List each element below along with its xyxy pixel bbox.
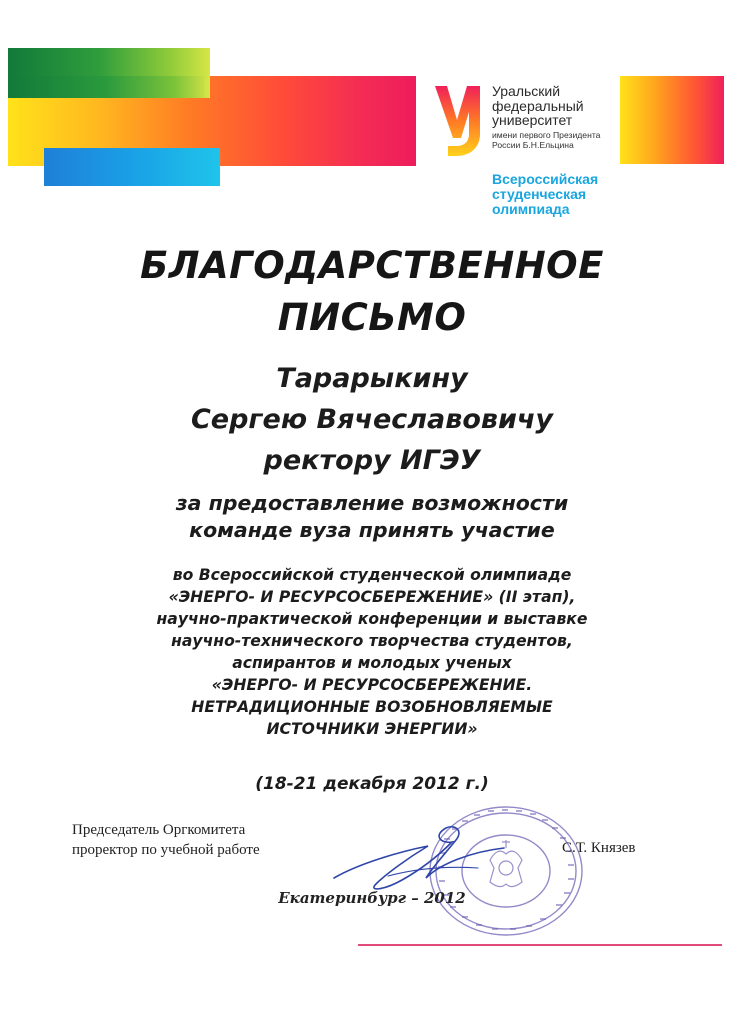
university-name (492, 84, 616, 128)
university-subtitle-line: имени первого Президента (492, 129, 601, 140)
olympiad-name (492, 172, 598, 217)
decor-band-right (620, 76, 724, 164)
signer-role-line: проректор по учебной работе (72, 842, 260, 858)
detail-line: во Всероссийской студенческой олимпиаде (172, 566, 572, 584)
event-dates: (18-21 декабря 2012 г.) (255, 774, 489, 794)
document-title (0, 240, 744, 344)
signer-role-line: Председатель Оргкомитета (72, 822, 246, 838)
footer-rule (358, 944, 722, 946)
university-subtitle-line: России Б.Н.Ельцина (492, 139, 574, 150)
decor-band-green-overlap (8, 76, 204, 98)
gratitude-reason (0, 490, 744, 544)
detail-line: «ЭНЕРГО- И РЕСУРСОСБЕРЕЖЕНИЕ» (II этап), (168, 588, 576, 606)
recipient-surname: Тарарыкину (276, 363, 468, 394)
university-subtitle (492, 130, 616, 150)
university-logo-text (492, 84, 616, 150)
recipient-position: ректору ИГЭУ (263, 445, 481, 476)
detail-line: научно-практической конференции и выставке (156, 610, 588, 628)
detail-line: научно-технического творчества студентов, (171, 632, 573, 650)
olympiad-name-line: Всероссийская (492, 171, 599, 187)
recipient-name: Сергею Вячеславовичу (190, 404, 554, 435)
reason-line: команде вуза принять участие (189, 518, 555, 542)
detail-line: НЕТРАДИЦИОННЫЕ ВОЗОБНОВЛЯЕМЫЕ (191, 698, 553, 716)
university-name-line: федеральный (492, 97, 584, 114)
urfu-logo-icon (432, 82, 486, 158)
event-details (0, 564, 744, 740)
decor-band-blue (44, 148, 220, 186)
title-line: БЛАГОДАРСТВЕННОЕ (140, 244, 604, 287)
detail-line: «ЭНЕРГО- И РЕСУРСОСБЕРЕЖЕНИЕ. (211, 676, 533, 694)
recipient (0, 358, 744, 481)
signer-name: С.Т. Князев (562, 840, 636, 856)
olympiad-name-line: олимпиада (492, 201, 570, 217)
university-name-line: университет (492, 112, 573, 128)
detail-line: аспирантов и молодых ученых (232, 654, 512, 672)
city-year: Екатеринбург – 2012 (278, 889, 466, 907)
university-name-line: Уральский (492, 83, 561, 99)
signer-role (72, 820, 260, 860)
detail-line: ИСТОЧНИКИ ЭНЕРГИИ» (266, 720, 478, 738)
reason-line: за предоставление возможности (175, 491, 569, 515)
title-line: ПИСЬМО (277, 296, 467, 339)
olympiad-name-line: студенческая (492, 186, 587, 202)
